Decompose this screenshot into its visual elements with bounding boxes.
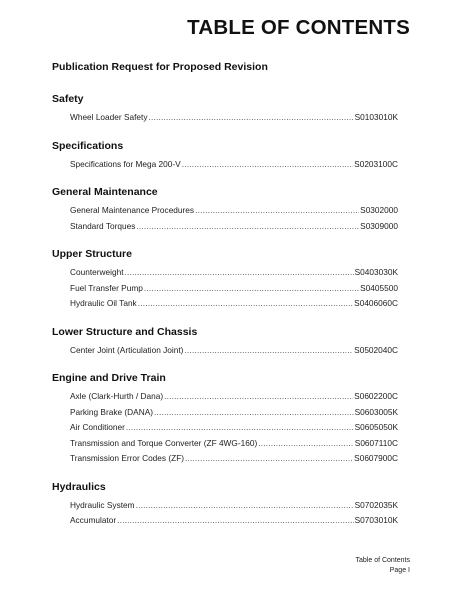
entry-title: Hydraulic System (70, 499, 135, 510)
toc-entry (52, 219, 398, 235)
entry-code: S0702035K (354, 499, 398, 510)
toc-entry (52, 498, 398, 514)
page-footer (356, 556, 410, 575)
entry-code: S0602200C (354, 391, 398, 401)
entry-title: Counterweight (70, 267, 124, 277)
dot-leader (126, 420, 354, 436)
table-of-contents (52, 92, 398, 542)
dot-leader (136, 219, 359, 235)
entry-title: Accumulator (70, 515, 117, 525)
section-specifications (52, 139, 398, 173)
entry-title: Center Joint (Articulation Joint) (70, 344, 184, 355)
entry-code: S0405500 (360, 282, 398, 293)
toc-entry (52, 451, 398, 467)
section-engine-drive-train (52, 371, 398, 467)
dot-leader (184, 343, 353, 359)
dot-leader (185, 451, 353, 467)
entry-title: Air Conditioner (70, 422, 125, 432)
toc-entry (52, 343, 398, 359)
page-title: TABLE OF CONTENTS (187, 16, 410, 39)
dot-leader (154, 405, 354, 421)
toc-entry (52, 265, 398, 281)
dot-leader (164, 389, 353, 405)
publication-request-heading: Publication Request for Proposed Revision (52, 61, 268, 73)
section-general-maintenance (52, 185, 398, 234)
dot-leader (148, 110, 353, 126)
entry-title: Transmission and Torque Converter (ZF 4WG-160) (70, 437, 258, 448)
toc-entry (52, 436, 398, 452)
dot-leader (258, 436, 354, 452)
entry-code: S0502040C (354, 344, 398, 355)
dot-leader (136, 498, 354, 514)
entry-code: S0607900C (354, 453, 398, 463)
section-safety (52, 92, 398, 126)
section-title: General Maintenance (52, 186, 158, 198)
toc-entry (52, 157, 398, 173)
entry-title: Wheel Loader Safety (70, 112, 148, 122)
dot-leader (182, 157, 353, 173)
dot-leader (125, 265, 354, 281)
toc-entry (52, 203, 398, 219)
section-title: Hydraulics (52, 480, 106, 493)
toc-entry (52, 513, 398, 529)
entry-code: S0309000 (360, 220, 398, 231)
toc-entry (52, 281, 398, 297)
section-hydraulics (52, 480, 398, 529)
entry-title: General Maintenance Procedures (70, 205, 195, 215)
entry-title: Parking Brake (DANA) (70, 406, 153, 417)
footer-page-number: Page I (389, 566, 410, 574)
dot-leader (138, 296, 353, 312)
section-title: Safety (52, 93, 84, 105)
section-title: Upper Structure (52, 248, 132, 260)
entry-code: S0403030K (354, 267, 398, 277)
entry-title: Hydraulic Oil Tank (70, 298, 137, 308)
section-title: Engine and Drive Train (52, 372, 166, 384)
dot-leader (144, 281, 359, 297)
toc-entry (52, 405, 398, 421)
toc-entry (52, 110, 398, 126)
section-title: Specifications (52, 139, 124, 152)
toc-entry (52, 389, 398, 405)
section-title: Lower Structure and Chassis (52, 325, 198, 338)
entry-title: Standard Torques (70, 220, 136, 231)
entry-code: S0607110C (354, 437, 398, 448)
entry-code: S0302000 (360, 205, 398, 215)
entry-code: S0406060C (354, 298, 398, 308)
entry-code: S0605050K (354, 422, 398, 432)
entry-title: Axle (Clark-Hurth / Dana) (70, 391, 164, 401)
entry-code: S0603005K (354, 406, 398, 417)
footer-section-name: Table of Contents (355, 557, 410, 564)
dot-leader (117, 513, 354, 529)
section-upper-structure (52, 247, 398, 312)
toc-entry (52, 296, 398, 312)
entry-title: Transmission Error Codes (ZF) (70, 453, 185, 463)
entry-code: S0103010K (354, 112, 398, 122)
dot-leader (195, 203, 359, 219)
section-lower-structure (52, 325, 398, 359)
entry-code: S0203100C (354, 158, 398, 169)
toc-entry (52, 420, 398, 436)
entry-code: S0703010K (354, 515, 398, 525)
entry-title: Specifications for Mega 200-V (70, 158, 181, 169)
entry-title: Fuel Transfer Pump (70, 282, 143, 293)
